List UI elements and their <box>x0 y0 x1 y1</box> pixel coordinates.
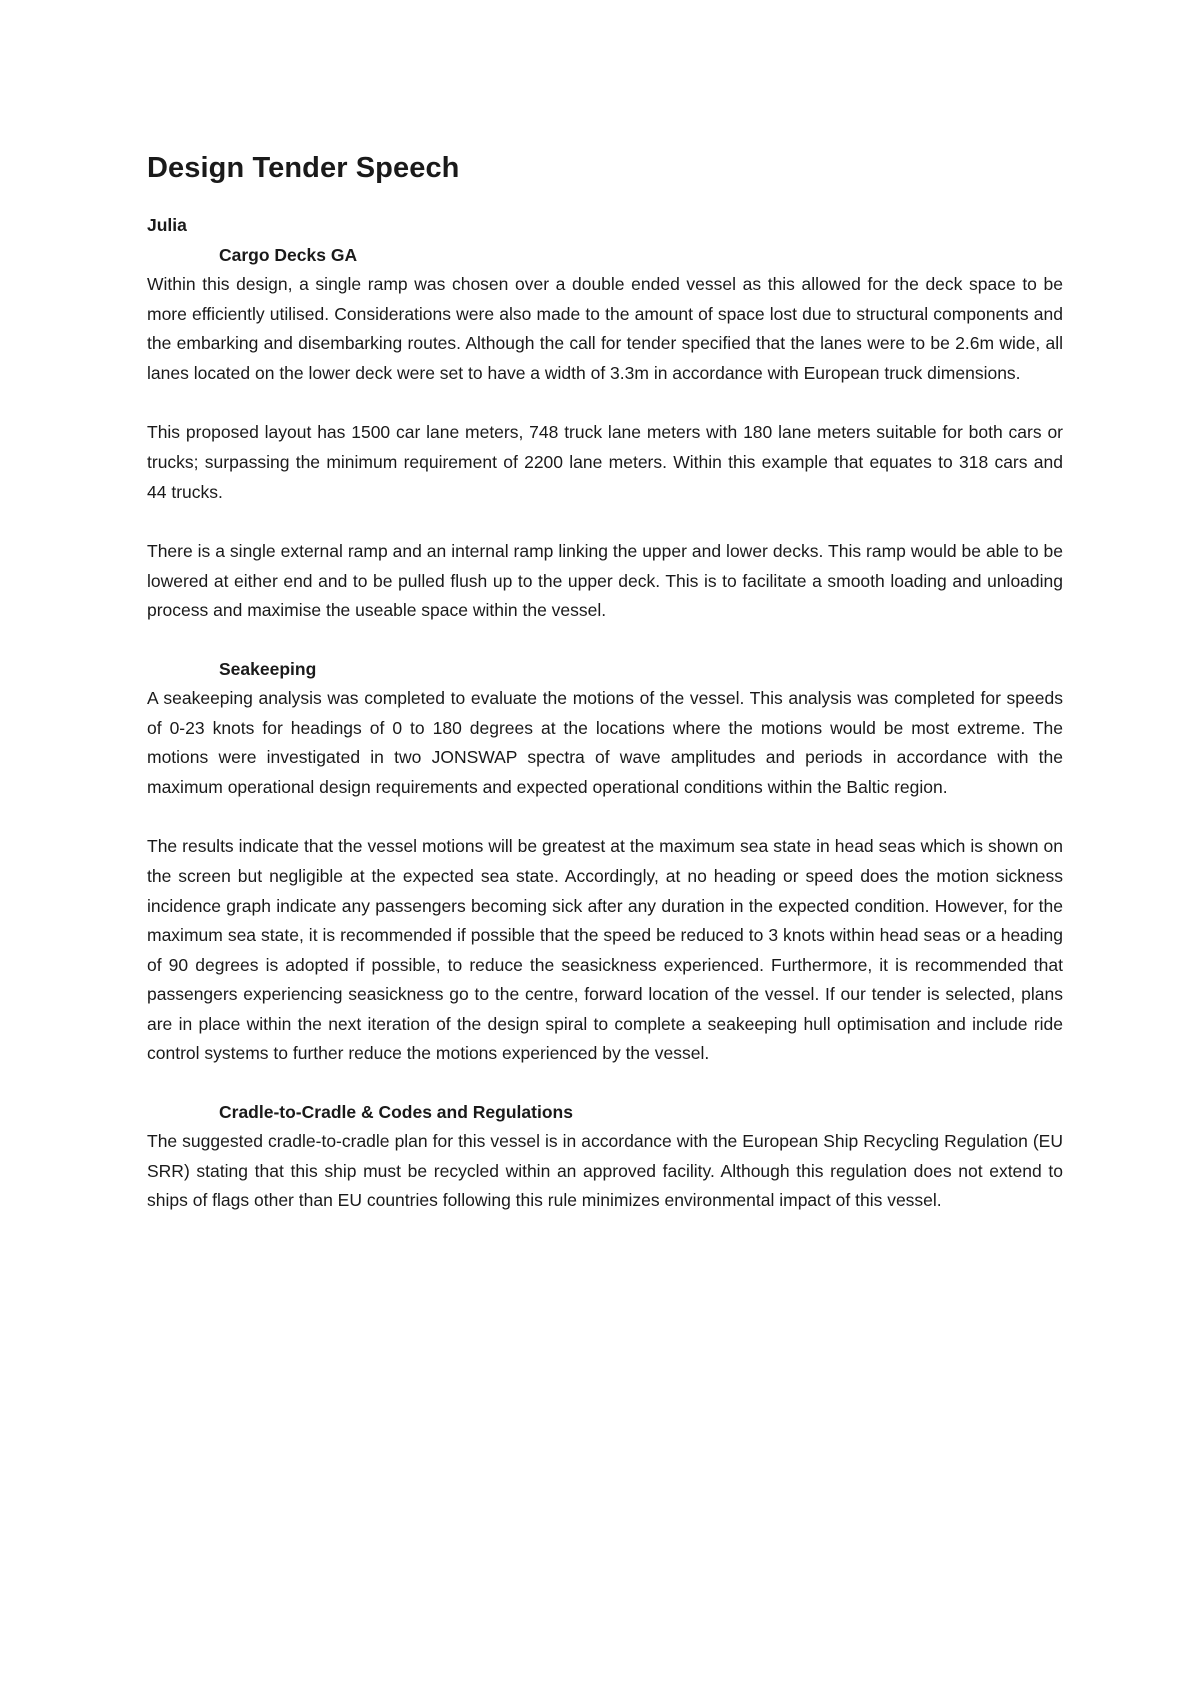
paragraph: This proposed layout has 1500 car lane meters, 748 truck lane meters with 180 lane meters suitable for both cars or trucks; surpassing the minimum requirement of 2200 lane meters. Within this example that equates to 318 cars and 44 trucks. <box>147 422 1063 502</box>
section-heading-cradle-to-cradle: Cradle-to-Cradle & Codes and Regulations <box>219 1102 573 1123</box>
document-page <box>147 140 1063 1216</box>
document-title: Design Tender Speech <box>147 152 460 184</box>
section-heading-cargo-decks: Cargo Decks GA <box>219 245 358 265</box>
author-name: Julia <box>147 215 187 235</box>
paragraph: A seakeeping analysis was completed to evaluate the motions of the vessel. This analysis was completed for speeds of 0-23 knots for headings of 0 to 180 degrees at the locations where the motions would be most extreme. The motions were investigated in two JONSWAP spectra of wave amplitudes and periods in accordance with the maximum operational design requirements and expected operational conditions within the Baltic region. <box>147 687 1063 797</box>
section-heading-seakeeping: Seakeeping <box>219 658 317 679</box>
paragraph: The results indicate that the vessel motions will be greatest at the maximum sea state in head seas which is shown on the screen but negligible at the expected sea state. Accordingly, at no heading or speed does the motion sickness incidence graph indicate any passengers becoming sick after any duration in the expected condition. However, for the maximum sea state, it is recommended if possible that the speed be reduced to 3 knots within head seas or a heading of 90 degrees is adopted if possible, to reduce the seasickness experienced. Furthermore, it is recommended that passengers experiencing seasickness go to the centre, forward location of the vessel. If our tender is selected, plans are in place within the next iteration of the design spiral to complete a seakeeping hull optimisation and include ride control systems to further reduce the motions experienced by the vessel. <box>147 836 1063 1064</box>
paragraph: There is a single external ramp and an internal ramp linking the upper and lower decks. This ramp would be able to be lowered at either end and to be pulled flush up to the upper deck. This is to facilitate a smooth loading and unloading process and maximise the useable space within the vessel. <box>147 541 1063 621</box>
paragraph: Within this design, a single ramp was chosen over a double ended vessel as this allowed for the deck space to be more efficiently utilised. Considerations were also made to the amount of space lost due to structural components and the embarking and disembarking routes. Although the call for tender specified that the lanes were to be 2.6m wide, all lanes located on the lower deck were set to have a width of 3.3m in accordance with European truck dimensions. <box>147 274 1063 383</box>
paragraph: The suggested cradle-to-cradle plan for this vessel is in accordance with the European Ship Recycling Regulation (EU SRR) stating that this ship must be recycled within an approved facility. Although this regulation does not extend to ships of flags other than EU countries following this rule minimizes environmental impact of this vessel. <box>147 1131 1063 1211</box>
